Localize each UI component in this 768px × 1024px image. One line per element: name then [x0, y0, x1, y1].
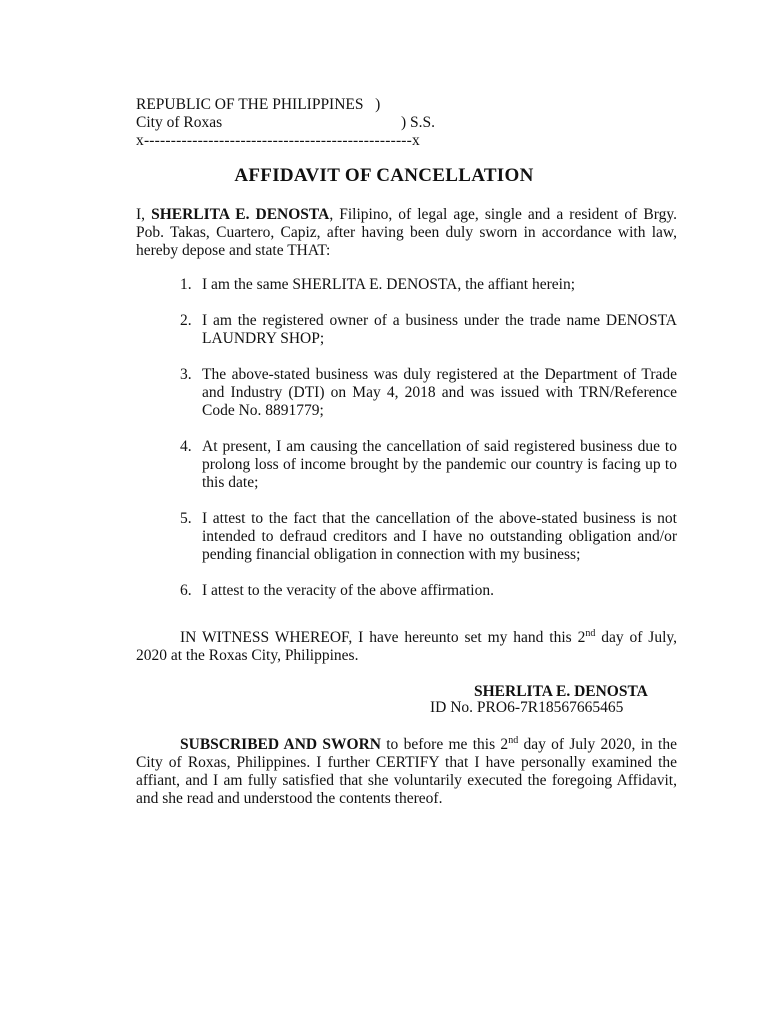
statement-list — [180, 276, 677, 618]
caption-rule: x--------------------------------------------------x — [136, 132, 420, 149]
intro-rest: , Filipino, of legal age, single and a resident of Brgy. Pob. Takas, Cuartero, Capiz, after having been duly sworn in accordance with law, hereby depose and state THAT: — [136, 206, 677, 259]
item-text: At present, I am causing the cancellation of said registered business due to prolong loss of income brought by the pandemic our country is facing up to this date; — [202, 438, 677, 491]
item-number: 1. — [180, 276, 192, 293]
venue-caption — [136, 96, 466, 150]
item-text: I attest to the fact that the cancellation of the above-stated business is not intended to defraud creditors and I have no outstanding obligation and/or pending financial obligation in connection with my business; — [202, 510, 677, 563]
jurat-after: day of July 2020, in the City of Roxas, Philippines. I further CERTIFY that I have personally examined the affiant, and I am fully satisfied that she voluntarily executed the foregoing Affidavit, and she read and understood the contents thereof. — [136, 736, 677, 807]
caption-city-ss: ) S.S. — [401, 114, 436, 131]
list-item — [180, 276, 677, 294]
list-item — [180, 438, 677, 492]
item-number: 2. — [180, 312, 192, 329]
list-item — [180, 510, 677, 564]
list-item — [180, 582, 677, 600]
witness-after: day of July, 2020 at the Roxas City, Philippines. — [136, 629, 678, 664]
item-number: 4. — [180, 438, 192, 455]
caption-city: City of Roxas — [136, 114, 223, 131]
item-text: I attest to the veracity of the above affirmation. — [202, 582, 494, 599]
caption-rule-row — [136, 132, 466, 150]
signatory-id: ID No. PRO6-7R18567665465 — [430, 699, 624, 716]
caption-republic-row — [136, 96, 466, 114]
caption-republic-paren: ) — [375, 96, 381, 113]
item-number: 3. — [180, 366, 192, 383]
caption-city-row — [136, 114, 466, 132]
item-text: The above-stated business was duly registered at the Department of Trade and Industry (DTI) on May 4, 2018 and was issued with TRN/Reference Code No. 8891779; — [202, 366, 677, 419]
witness-ordinal: nd — [585, 628, 596, 639]
item-number: 5. — [180, 510, 192, 527]
list-item — [180, 312, 677, 348]
caption-republic: REPUBLIC OF THE PHILIPPINES — [136, 96, 364, 113]
item-text: I am the registered owner of a business under the trade name DENOSTA LAUNDRY SHOP; — [202, 312, 677, 347]
item-text: I am the same SHERLITA E. DENOSTA, the affiant herein; — [202, 276, 576, 293]
intro-lead: I, — [136, 206, 152, 223]
signatory-name: SHERLITA E. DENOSTA — [474, 683, 648, 700]
item-number: 6. — [180, 582, 192, 599]
document-title: AFFIDAVIT OF CANCELLATION — [234, 165, 534, 186]
list-item — [180, 366, 677, 420]
intro-paragraph — [136, 206, 677, 260]
witness-paragraph — [136, 629, 677, 665]
jurat-paragraph — [136, 736, 677, 808]
jurat-bold: SUBSCRIBED AND SWORN — [180, 736, 381, 753]
jurat-ordinal: nd — [508, 735, 519, 746]
jurat-before: to before me this 2 — [380, 736, 509, 753]
affiant-name: SHERLITA E. DENOSTA — [151, 206, 330, 223]
witness-before: IN WITNESS WHEREOF, I have hereunto set my hand this 2 — [180, 629, 586, 646]
